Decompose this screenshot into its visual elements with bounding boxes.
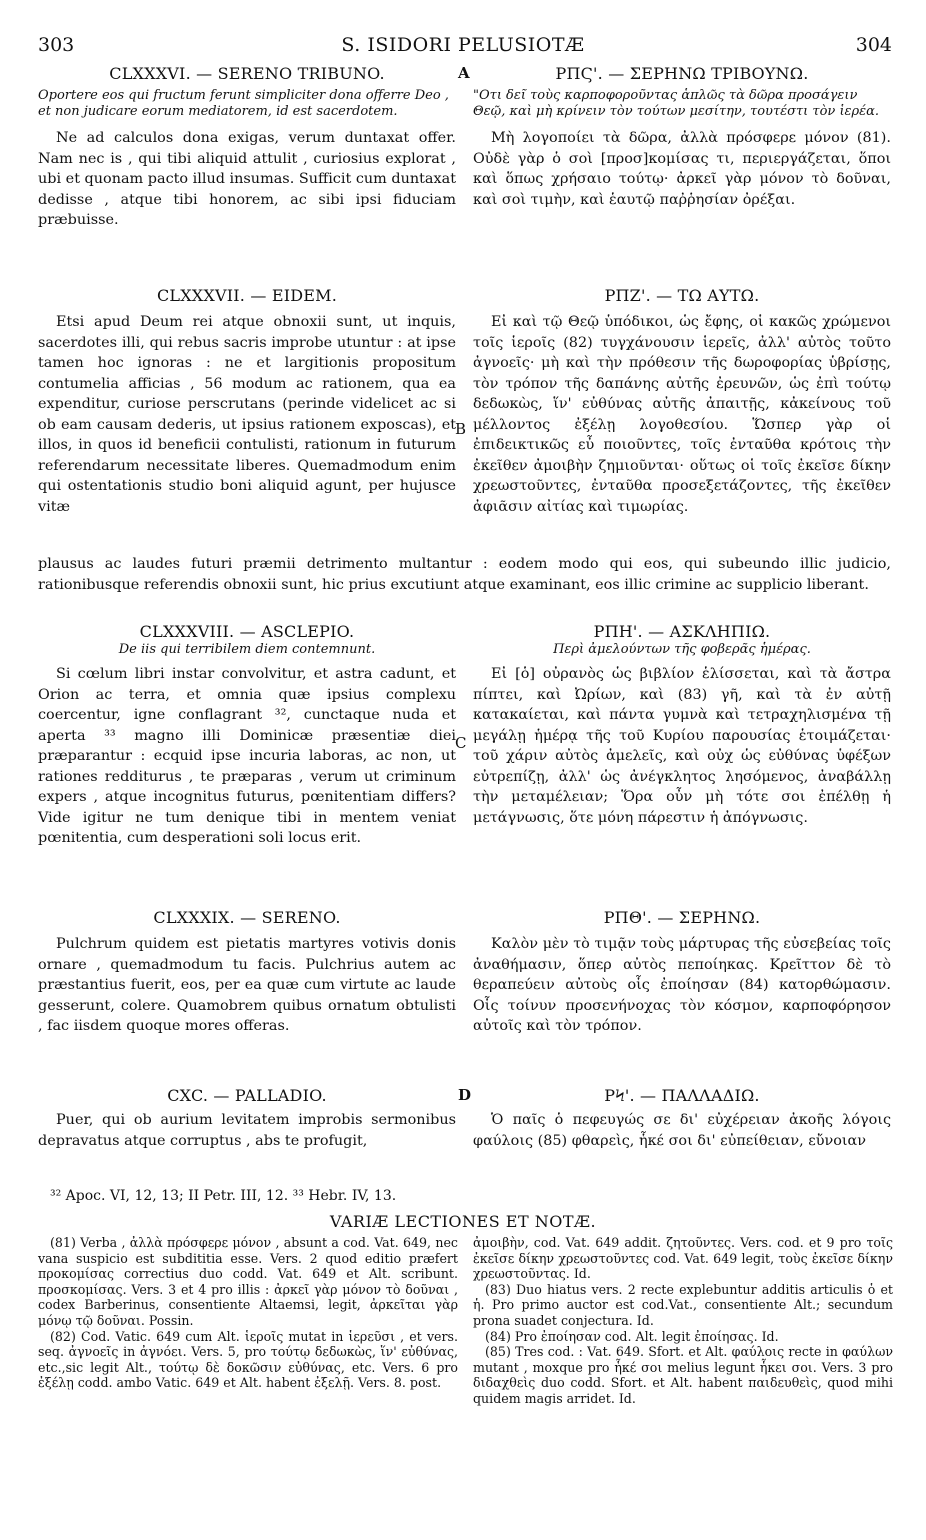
section-189-latin: [38, 908, 456, 1037]
running-title: S. ISIDORI PELUSIOTÆ: [341, 34, 585, 56]
section-187-latin: [38, 286, 456, 517]
margin-letter-a: A: [458, 64, 470, 82]
section-186-latin: [38, 64, 456, 231]
page-number-right: 304: [855, 34, 892, 56]
section-190-latin: [38, 1086, 456, 1151]
section-heading: ΡϞ'. — ΠΑΛΛΑΔΙΩ.: [604, 1086, 760, 1105]
margin-letter-c: C: [455, 734, 467, 752]
notes-title: VARIÆ LECTIONES ET NOTÆ.: [329, 1212, 597, 1231]
section-heading: CXC. — PALLADIO.: [167, 1086, 327, 1105]
section-summary: Περὶ ἀμελούντων τῆς φοβερᾶς ἡμέρας.: [553, 642, 811, 657]
section-186-greek: [473, 64, 891, 210]
section-190-greek: [473, 1086, 891, 1151]
notes-right-column: [473, 1235, 893, 1407]
page-number-left: 303: [38, 34, 75, 56]
section-heading: ΡΠΗ'. — ΑΣΚΛΗΠΙΩ.: [593, 622, 771, 641]
section-text: Εἰ καὶ τῷ Θεῷ ὑπόδικοι, ὡς ἔφης, οἱ κακῶς χρώμενοι τοῖς ἱεροῖς (82) τυγχάνουσιν ἱερεῖς, ἀλλ' αὐτὸς τοῦτο ἀγνοεῖς· μὴ καὶ τὴν πρόθεσιν τῆς δωροφορίας ὑβρίσῃς, τὸν τρόπον τῆς δαπάνης αὐτῆς ἐρευνῶν, ὡς ἐπὶ τούτῳ δεδωκὼς, ἵν' εὐθύνας αὐτῆς ἀπαιτῇς, κἀκείνους τοῦ μέλλοντος ἐξέλῃ λογοθεσίου. Ὥσπερ γὰρ οἱ ἐπιδεικτικῶς εὖ ποιοῦντες, τοῖς ἐνταῦθα κρότοις τὴν ἐκεῖθεν ἀμοιβὴν ζημιοῦνται· οὕτως οἱ τοῖς ἐκεῖσε δίκην χρεωστοῦντες, ἐνταῦθα προσεξετάζοντες, τῆς ἐκεῖθεν ἀφιᾶσιν αἰτίας καὶ τιμωρίας.: [473, 314, 891, 515]
section-text: Μὴ λογοποίει τὰ δῶρα, ἀλλὰ πρόσφερε μόνον (81). Οὐδὲ γὰρ ὁ σοὶ [προσ]κομίσας τι, περιεργάζεται, ὅποι καὶ ὅπως χρήσαιο τούτῳ· ἀρκεῖ γὰρ μόνον τὸ δοῦναι, καὶ σοὶ τιμὴν, καὶ ἑαυτῷ παῤῥησίαν ὀρέξαι.: [473, 130, 891, 208]
section-text: Pulchrum quidem est pietatis martyres votivis donis ornare , quemadmodum tu facis. Pulchrius autem ac præstantius fuerit, eos, per ea quæ cum virtute ac laude gesserunt, colere. Quamobrem quibus ornatum obtulisti , fac iisdem quoque mores offeras.: [38, 936, 456, 1034]
note-82-continued: ἀμοιβὴν, cod. Vat. 649 addit. ζητοῦντες. Vers. cod. et 9 pro τοῖς ἐκεῖσε δίκην χρεωστοῦντες cod. Vat. 649 legit, τοὺς ἐκεῖσε δίκην χρεωστοῦντας. Id.: [473, 1235, 893, 1282]
note-85: (85) Tres cod. : Vat. 649. Sfort. et Alt. φαύλοις recte in φαύλων mutant , moxque pro ἧκέ σοι melius legunt ἧκει σοι. Vers. 3 pro διδαχθεὶς duo codd. Sfort. et Alt. habent παιδευθεὶς, quod mihi quidem magis arridet. Id.: [473, 1344, 893, 1406]
section-188-greek: [473, 622, 891, 828]
note-84: (84) Pro ἐποίησαν cod. Alt. legit ἐποίησας. Id.: [485, 1328, 779, 1344]
notes-left-column: [38, 1235, 458, 1391]
section-heading: ΡΠΘ'. — ΣΕΡΗΝΩ.: [603, 908, 761, 927]
section-text: Καλὸν μὲν τὸ τιμᾷν τοὺς μάρτυρας τῆς εὐσεβείας τοῖς ἀναθήμασιν, ὅπερ αὐτὸς πεποίηκας. Κρεῖττον δὲ τὸ θεραπεύειν αὐτοὺς οἷς ἐποίησαν (84) κατορθώμασιν. Οἷς τοίνυν προσενήνοχας τὸν κόσμον, καρποφόρησον αὐτοῖς καὶ τὸν τρόπον.: [473, 936, 891, 1034]
section-text: Si cœlum libri instar convolvitur, et astra cadunt, et Orion ac terra, et omnia quæ ipsius complexu coercentur, igne conflagrant ³², cunctaque nuda et aperta ³³ magno illi Dominicæ præsentiæ diei præparantur : ecquid ipse incuria laboras, ac non, ut rationes redditurus , te præparas , verum ut criminum expers , atque incognitus futurus, pœnitentiam differs? Vide igitur ne tum denique tibi in mentem veniat pœnitentia, cum desperationi soli locus erit.: [38, 666, 456, 846]
section-heading: ΡΠϚ'. — ΣΕΡΗΝΩ ΤΡΙΒΟΥΝΩ.: [555, 64, 809, 83]
section-summary: "Οτι δεῖ τοὺς καρποφοροῦντας ἁπλῶς τὰ δῶρα προσάγειν Θεῷ, καὶ μὴ κρίνειν τὸν τούτων μεσίτην, τουτέστι τὸν ἱερέα.: [473, 88, 880, 119]
section-187-greek: [473, 286, 891, 517]
section-heading: CLXXXVII. — EIDEM.: [156, 286, 338, 305]
section-heading: CLXXXVI. — SERENO TRIBUNO.: [109, 64, 385, 83]
section-text: Ne ad calculos dona exigas, verum duntaxat offer. Nam nec is , qui tibi aliquid attulit , curiosius explorat , ubi et quonam pacto illud insumas. Sufficit cum duntaxat dedisse , atque tibi honorem, ac sibi ipsi fiduciam præbuisse.: [38, 130, 456, 228]
note-82: (82) Cod. Vatic. 649 cum Alt. ἱεροῖς mutat in ἱερεῦσι , et vers. seq. ἀγνοεῖς in ἀγνόει. Vers. 5, pro τούτῳ δεδωκὼς, ἵν' εὐθύνας, etc.,sic legit Alt., τούτῳ δὲ δοκῶσιν εὐθύνας, etc. Vers. 6 pro ἐξέλῃ codd. ambo Vatic. 649 et Alt. habent ἐξελῇ. Vers. 8. post.: [38, 1328, 458, 1391]
section-text: Etsi apud Deum rei atque obnoxii sunt, ut inquis, sacerdotes illi, qui rebus sacris improbe utuntur : at ipse tamen hoc ignoras : ne et largitionis propositum contumelia afficias , 56 modum ac rationem, qua ea expenditur, curiose perscrutans (perinde videlicet ac si ob eam causam dederis, ut ipsius rationem exposcas), et illos, in quos id beneficii contulisti, rationum in futurum referendarum necessitate liberes. Quemadmodum enim qui ostentationis studio boni aliquid agunt, per hujusce vitæ: [38, 314, 456, 515]
scripture-footnotes: ³² Apoc. VI, 12, 13; II Petr. III, 12. ³³ Hebr. IV, 13.: [50, 1188, 397, 1204]
section-text: Puer, qui ob aurium levitatem improbis sermonibus depravatus atque corruptus , abs te profugit,: [38, 1112, 456, 1149]
section-text: Εἰ [ὁ] οὐρανὸς ὡς βιβλίον ἑλίσσεται, καὶ τὰ ἄστρα πίπτει, καὶ Ὠρίων, καὶ (83) γῆ, καὶ τὰ ἐν αὐτῇ κατακαίεται, καὶ πάντα γυμνὰ καὶ τετραχηλισμένα τῇ μεγάλῃ ἡμέρᾳ τῆς τοῦ Κυρίου παρουσίας ἑτοιμάζεται· τοῦ χάριν αὐτὸς ἀμελεῖς, καὶ οὐχ ὡς εὐθύνας ὑφέξων εὐτρεπίζῃ, ἀλλ' ὡς ἀνέγκλητος λησόμενος, ἀναβάλλῃ τὴν μεταμέλειαν; Ὅρα οὖν μὴ τότε σοι ἐπέλθῃ ἡ μετάγνωσις, ὅτε μόνη πάρεστιν ἡ ἀπόγνωσις.: [473, 666, 891, 826]
section-189-greek: [473, 908, 891, 1037]
section-188-latin: [38, 622, 456, 849]
section-heading: CLXXXIX. — SERENO.: [153, 908, 341, 927]
section-text: Ὁ παῖς ὁ πεφευγώς σε δι' εὐχέρειαν ἀκοῆς λόγοις φαύλοις (85) φθαρεὶς, ἧκέ σοι δι' εὐπείθειαν, εὔνοιαν: [473, 1112, 891, 1149]
note-83: (83) Duo hiatus vers. 2 recte explebuntur additis articulis ὁ et ἡ. Pro primo auctor est cod.Vat., consentiente Alt.; secundum prona suadet conjectura. Id.: [473, 1281, 893, 1328]
margin-letter-b: B: [455, 420, 467, 438]
section-heading: CLXXXVIII. — ASCLEPIO.: [139, 622, 355, 641]
margin-letter-d: D: [458, 1086, 472, 1104]
section-187-continuation: plausus ac laudes futuri præmii detrimento multantur : eodem modo qui eos, qui subeundo illic judicio, rationibusque referendis obnoxii sunt, hic prius excutiunt atque examinant, eos illic crimine ac supplicio liberant.: [38, 556, 891, 593]
note-81: (81) Verba , ἀλλὰ πρόσφερε μόνον , absunt a cod. Vat. 649, nec vana suspicio est subdititia esse. Vers. 2 quod editio præfert προκομίσας correctius duo codd. Vat. 649 et Alt. scribunt. προσκομίσας. Vers. 3 et 4 pro illis : ἀρκεῖ γὰρ μόνον τὸ δοῦναι , codex Barberinus, consentiente Altaemsi, legit, ἀρκεῖται γὰρ μόνῳ τῷ δοῦναι. Possin.: [38, 1235, 458, 1328]
section-heading: ΡΠΖ'. — ΤΩ ΑΥΤΩ.: [604, 286, 760, 305]
section-summary: Oportere eos qui fructum ferunt simpliciter dona offerre Deo , et non judicare eorum mediatorem, id est sacerdotem.: [38, 88, 449, 119]
section-summary: De iis qui terribilem diem contemnunt.: [118, 642, 376, 657]
